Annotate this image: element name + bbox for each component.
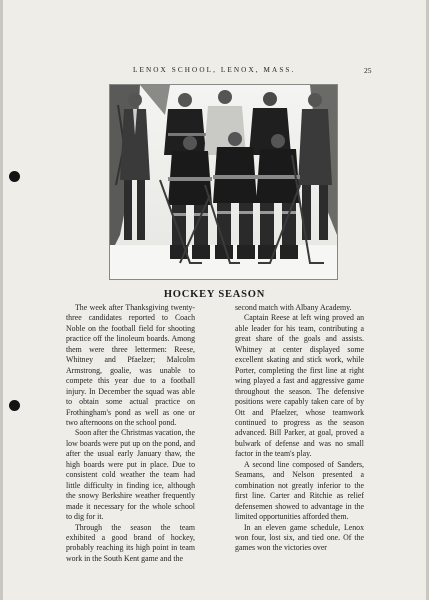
paragraph: Through the season the team exhibited a good brand of hockey, probably reaching its high point in team work in the South Kent game and the bbox=[66, 522, 195, 563]
team-photo-illustration bbox=[110, 85, 337, 279]
page-number: 25 bbox=[364, 66, 372, 75]
document-page bbox=[3, 0, 426, 600]
running-title: LENOX SCHOOL, LENOX, MASS. bbox=[133, 66, 296, 74]
paragraph: In an eleven game schedule, Lenox won four, lost six, and tied one. Of the games won the victories over bbox=[235, 522, 364, 553]
binder-hole bbox=[9, 171, 20, 182]
team-photo bbox=[109, 84, 338, 280]
paragraph: second match with Albany Academy. bbox=[235, 303, 352, 312]
left-column bbox=[66, 303, 195, 564]
paragraph: The week after Thanksgiving twenty-three candidates reported to Coach Noble on the football field for shooting practice off the linoleum boards. Among them were three lettermen: Reese, Whitney and Pfaelzer; Malcolm Armstrong, goalie, was unable to compete this year due to a football injury. In December the squad was able to obtain some actual practice on Frothingham's pond as well as one or two afternoons on the school pond. bbox=[66, 303, 195, 427]
paragraph: A second line composed of Sanders, Seamans, and Nelson presented a combination not greatly inferior to the first line. Carter and Ritchie as relief defensemen showed to advantage in the limited opportunities afforded them. bbox=[235, 459, 364, 522]
binder-hole bbox=[9, 400, 20, 411]
paragraph: Captain Reese at left wing proved an able leader for his team, contributing a great share of the goals and assists. Whitney at center displayed some excellent skating and stick work, while Porter, completing the first line at right wing played a fast and aggressive game throughout the season. The defensive positions were capably taken care of by Ott and Pfaelzer, whose teamwork continued to progress as the season advanced. Bill Parker, at goal, proved a bulwark of defense and was no small factor in the team's play. bbox=[235, 313, 364, 459]
right-column bbox=[235, 303, 364, 554]
article-heading: HOCKEY SEASON bbox=[163, 289, 266, 300]
running-header bbox=[3, 66, 426, 78]
paragraph: Soon after the Christmas vacation, the low boards were put up on the pond, and after the usual early January thaw, the high boards were put in place. Due to consistent cold weather the team had little difficulty in finding ice, although the snowy Berkshire weather frequently made it necessary for the whole school to dig for it. bbox=[66, 428, 195, 522]
